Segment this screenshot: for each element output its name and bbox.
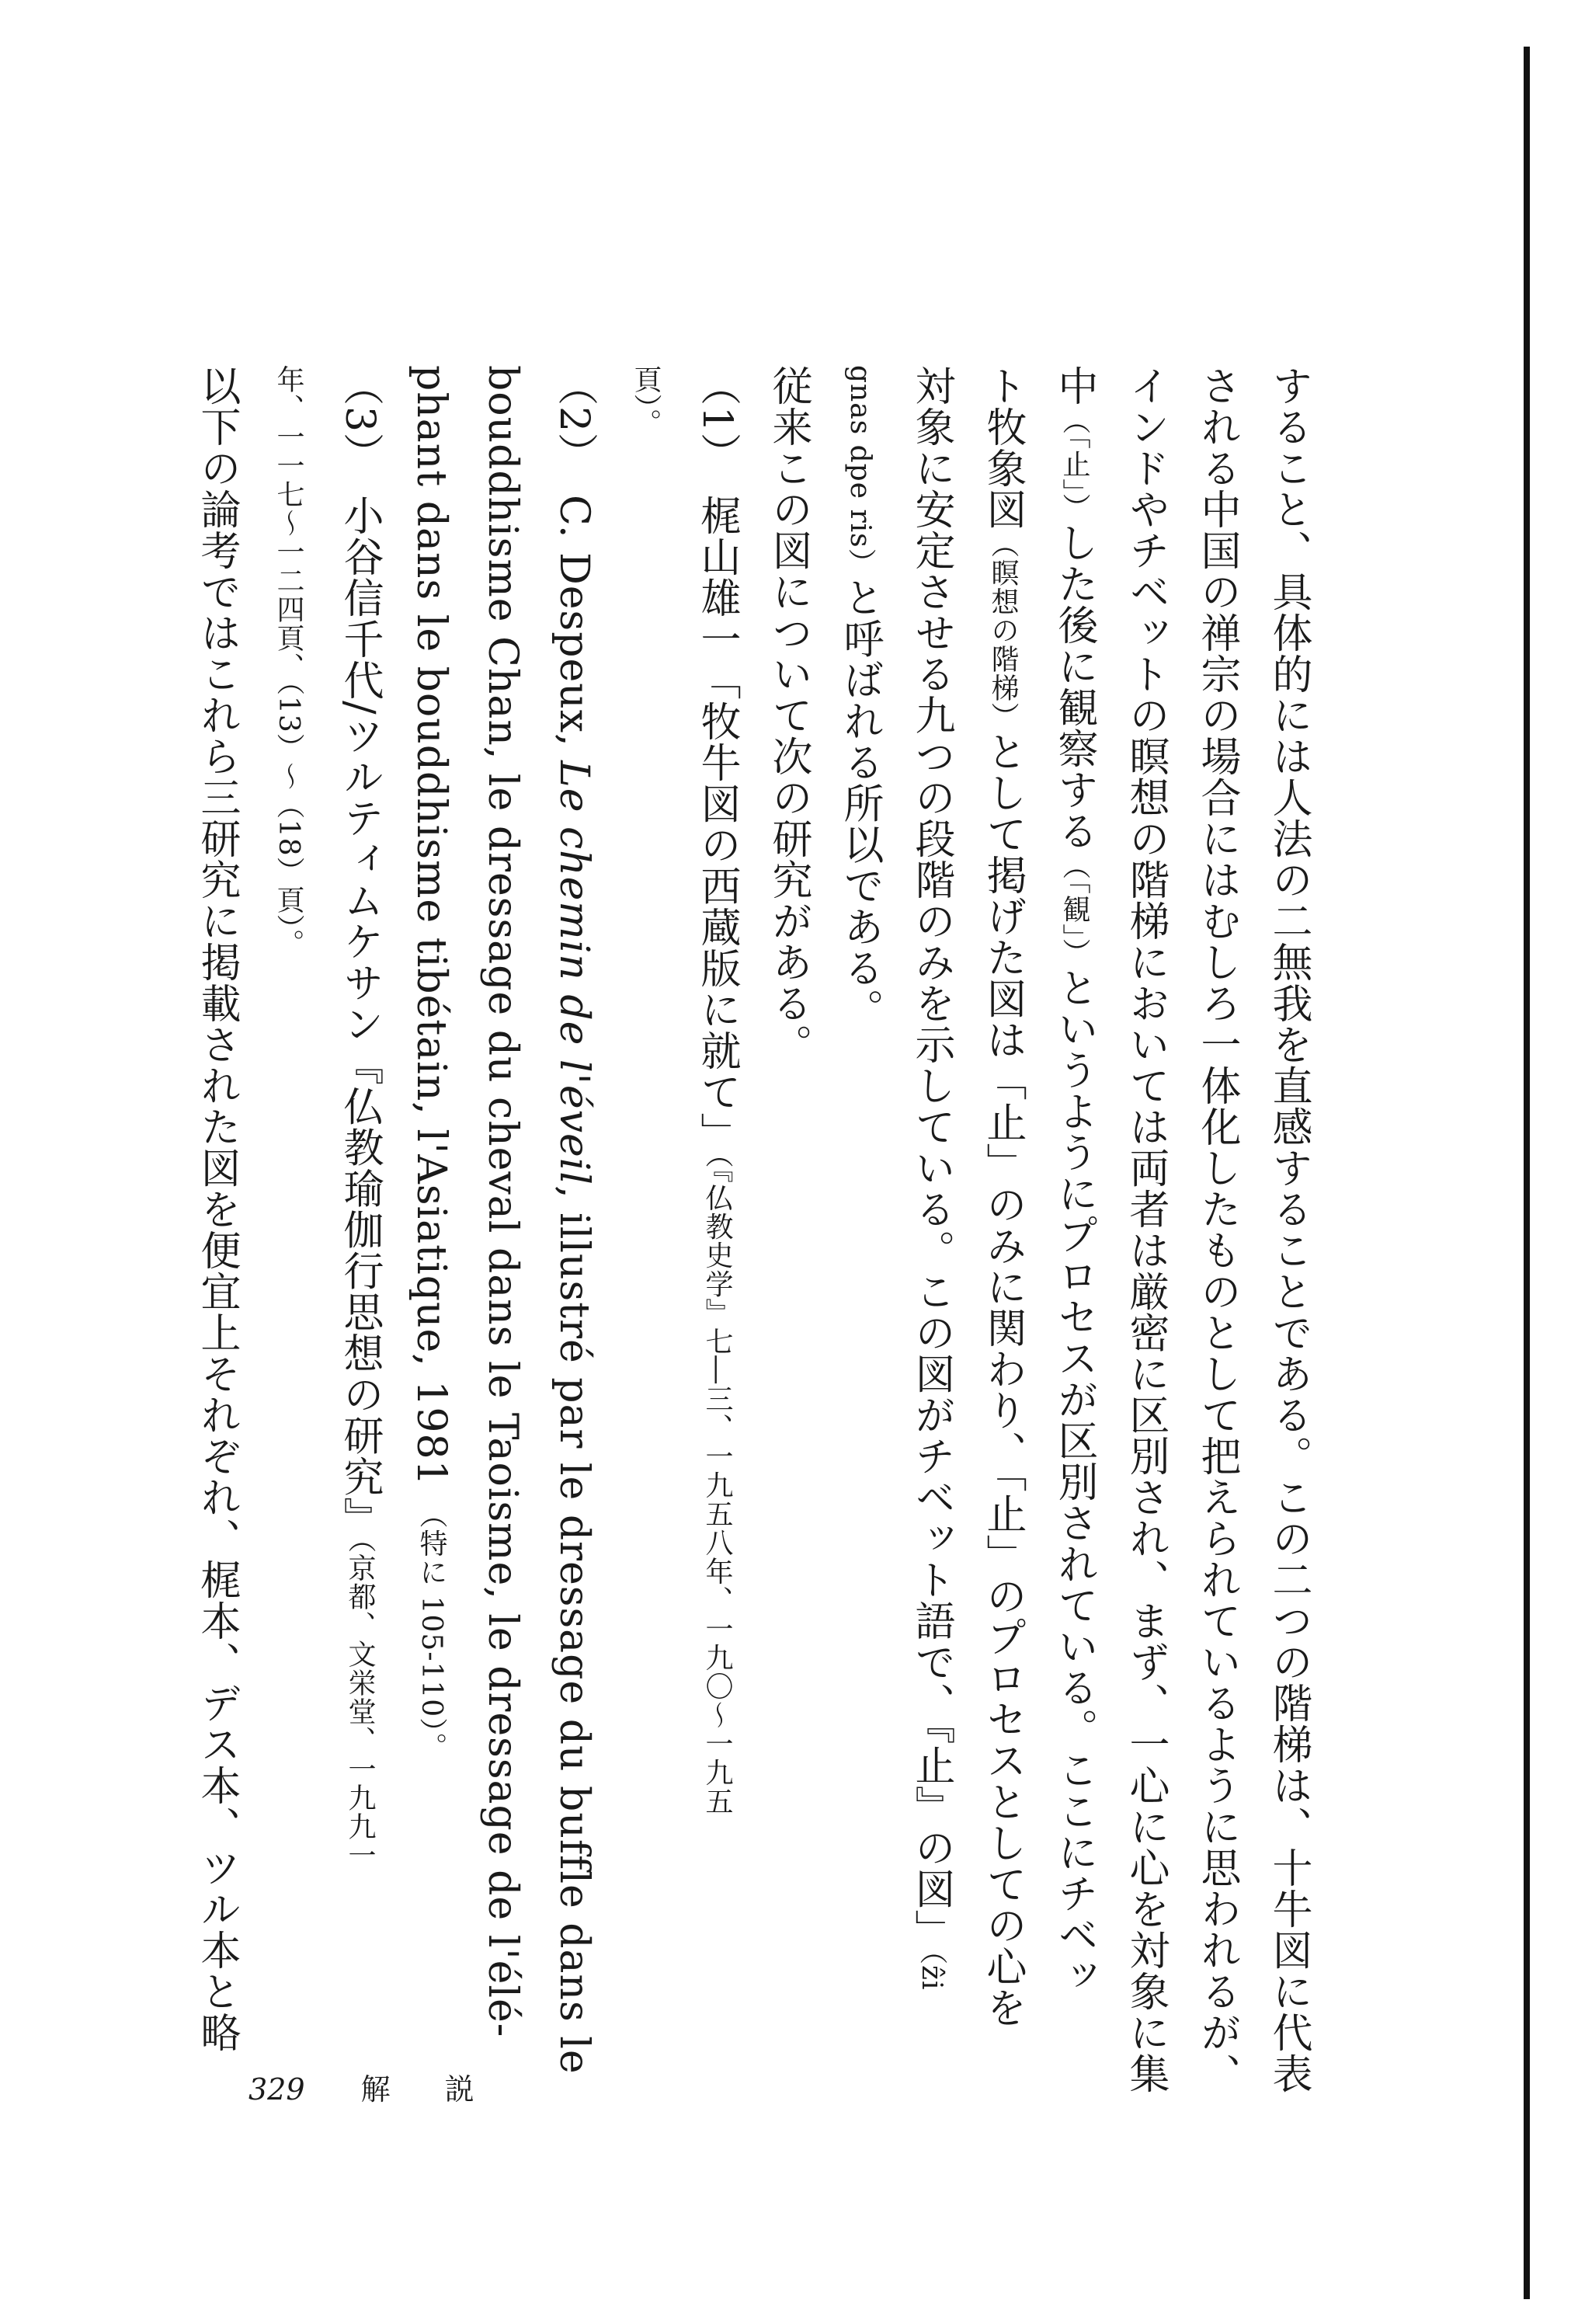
text-run: （『仏教史学』七―三、一九五八年、一九〇～一九五 (701, 1153, 733, 1816)
text-run: phant dans le bouddhisme tibétain, l'Asiatique, 1981 (408, 365, 454, 1501)
running-head: 解説 (360, 2072, 529, 2107)
text-run: 対象に安定させる九つの段階のみを示している。この図がチベット語で、『止』の図」 (908, 365, 954, 1950)
text-run: bouddhisme Chan, le dressage du cheval dans le Taoisme, le dressage de l'élé- (479, 365, 526, 2038)
text-run: 年、一一七～一二四頁、（13）～（18）頁）。 (273, 365, 304, 958)
page-edge-rule (1524, 47, 1530, 2299)
text-run: 以下の論考ではこれら三研究に掲載された図を便宜上それぞれ、梶本、デス本、ツル本と略 (193, 365, 240, 2053)
page-number: 329 (249, 2072, 305, 2107)
text-run: （京都、文栄堂、一九九一 (344, 1538, 376, 1870)
text-run: というようにプロセスが区別されている。ここにチベッ (1051, 967, 1097, 1996)
text-run: （1） 梶山雄一「牧牛図の西蔵版に就て」 (693, 365, 740, 1154)
text-column (395, 365, 467, 2012)
text-column (967, 365, 1038, 2028)
text-run: （「観」） (1058, 851, 1090, 967)
text-run: 中 (1051, 365, 1097, 406)
text-run: 頁）。 (630, 365, 662, 437)
text-run: インドやチベットの瞑想の階梯においては両者は厳密に区別され、まず、一心に心を対象に集 (1122, 365, 1169, 2094)
text-column (824, 365, 895, 2012)
text-column (681, 365, 752, 2012)
text-column (252, 365, 324, 2012)
text-run: される中国の禅宗の場合にはむしろ一体化したものとして把えられているように思われるが、 (1194, 365, 1240, 2094)
text-column (610, 365, 681, 2012)
text-run: （特に 105-110）。 (415, 1500, 447, 1762)
text-column (538, 365, 610, 2075)
text-column (324, 365, 395, 2012)
text-column (1253, 365, 1324, 2094)
text-column (1038, 365, 1110, 2012)
text-run: （2） C. Despeux, (551, 365, 597, 761)
text-run: （3） 小谷信千代/ツルティムケサン『仏教瑜伽行思想の研究』 (336, 365, 383, 1539)
text-column (181, 365, 252, 2053)
text-run: Le chemin de l'éveil (551, 760, 597, 1186)
text-column (752, 365, 824, 2012)
text-column (1110, 365, 1181, 2094)
page-footer (249, 2066, 529, 2113)
text-run: した後に観察する (1051, 522, 1097, 851)
text-run: ト牧象図 (979, 365, 1026, 530)
text-run: , illustré par le dressage du buffle dans le (551, 1185, 597, 2075)
text-column (1181, 365, 1253, 2094)
text-run: すること、具体的には人法の二無我を直感することである。この二つの階梯は、十牛図に代表 (1265, 365, 1312, 2094)
text-column (467, 365, 538, 2038)
text-column (895, 365, 967, 2012)
text-run: 従来この図について次の研究がある。 (765, 365, 812, 1065)
text-run: （瞑想の階梯） (987, 530, 1019, 731)
text-run: （「止」） (1058, 406, 1090, 522)
text-run: として掲げた図は「止」のみに関わり、「止」のプロセスとしての心を (979, 731, 1026, 2028)
text-run: （ẑi (916, 1950, 947, 1991)
text-run: gnas dpe ris） (844, 365, 876, 577)
text-run: と呼ばれる所以である。 (836, 576, 883, 1030)
